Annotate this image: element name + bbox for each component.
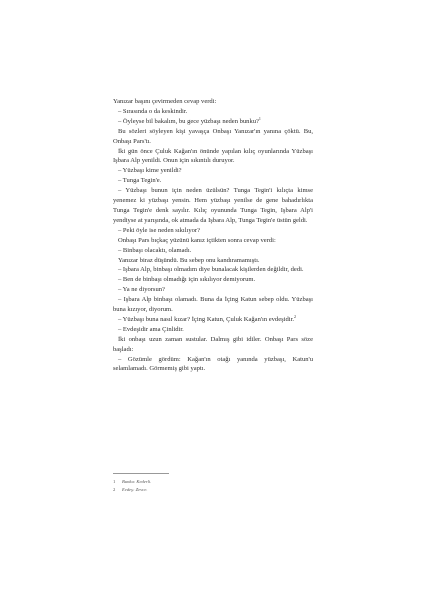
paragraph: – Ya ne diyorsun?	[118, 286, 165, 294]
paragraph: – Yüzbaşı bunun için neden üzülsün? Tunga Tegin'i kılıçta kimse yenemez ki yüzbaşı yensin. Hem yüzbaşı yenilse de gene bahadırlıkta Tunga Tegin'e denk sayılır. Kılıç oyununda Tunga Tegin, Işbara Alp'i yendiyse at yarışında, ok atmada da Işbara Alp, Tunga Tegin'e üstün geldi.	[113, 187, 313, 224]
paragraph: – Öyleyse bil bakalım, bu gece yüzbaşı neden bunku?$^1$	[118, 115, 261, 125]
paragraph: – Yüzbaşı kime yenildi?	[118, 167, 182, 175]
paragraph: İki onbaşı uzun zaman sustular. Dalmış gibi idiler. Onbaşı Pars söze başladı:	[113, 335, 313, 353]
footnote	[113, 486, 313, 494]
footnotes	[113, 478, 313, 494]
paragraph: Yanızar başını çevirmeden cevap verdi:	[113, 98, 217, 105]
paragraph: – Binbaşı olacaktı, olamadı.	[118, 246, 192, 254]
paragraph: – Evdeşidir ama Çinlidir.	[118, 325, 184, 333]
footnote	[113, 478, 313, 486]
paragraph: Yanızar biraz düşündü. Bu sebep onu kandıramamıştı.	[118, 256, 260, 264]
paragraph: Bu sözleri söyleyen kişi yavaşça Onbaşı Yanızar'ın yanına çöktü. Bu, Onbaşı Pars'tı.	[113, 127, 313, 145]
paragraph: – Gözümle gördüm: Kağan'ın otağı yanında yüzbaşı, Katun'u selamlamadı. Görmemiş gibi yaptı.	[113, 355, 313, 373]
footnote-number: 2	[113, 486, 116, 492]
paragraph: – Yüzbaşı buna nasıl kızar? İçing Katun, Çuluk Kağan'ın evdeşidir.$^2$	[118, 313, 297, 323]
footnote-marker: 2	[294, 313, 297, 319]
footnote-marker: 1	[258, 115, 261, 121]
footnote-text: Bunku: Kederli.	[122, 479, 152, 484]
paragraph: – Işbara Alp, binbaşı olmadım diye bunalacak kişilerden değildir, dedi.	[118, 266, 304, 274]
footnote-number: 1	[113, 479, 116, 484]
paragraph: – Peki öyle ise neden sıkılıyor?	[118, 226, 201, 234]
body-text	[113, 97, 313, 374]
paragraph: – Tunga Tegin'e.	[118, 177, 162, 185]
paragraph: – Işbara Alp binbaşı olamadı. Buna da İçing Katun sebep oldu. Yüzbaşı buna kızıyor, diyorum.	[113, 296, 313, 314]
paragraph: – Ben de binbaşı olmadığı için sıkılıyor demiyorum.	[118, 276, 256, 284]
paragraph: – Sırasında o da keskindir.	[118, 107, 188, 115]
footnote-text: Evdeş: Zevce.	[122, 486, 148, 492]
footnote-divider	[113, 473, 169, 474]
paragraph: Onbaşı Pars bıçkaç yüzünü kanız içtikten sonra cevap verdi:	[118, 236, 276, 244]
paragraph: İki gün önce Çuluk Kağan'ın önünde yapılan kılıç oyunlarında Yüzbaşı Işbara Alp yenildi. Onun için sıkıntılı duruyor.	[113, 147, 313, 165]
